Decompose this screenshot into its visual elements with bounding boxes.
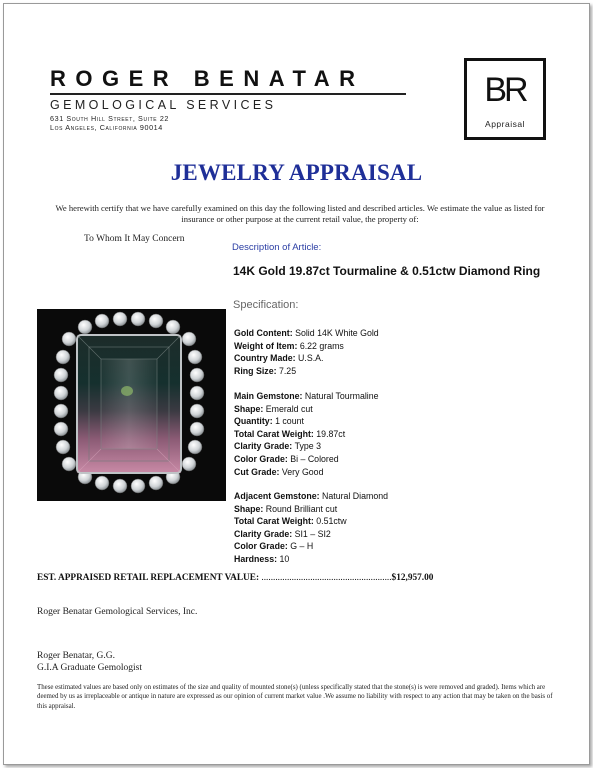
logo-label: Appraisal	[485, 119, 525, 129]
spec-row: Total Carat Weight: 19.87ct	[234, 428, 346, 439]
spec-row: Adjacent Gemstone: Natural Diamond	[234, 491, 389, 501]
signer-name: Roger Benatar, G.G.	[37, 651, 115, 661]
certification-text: We herewith certify that we have carefully examined on this day the following listed and described articles. We estimate the value as listed for insurance or other purpose at the current retail value, the property of:	[55, 203, 545, 224]
spec-row: Color Grade: Bi – Colored	[234, 453, 339, 464]
description-label: Description of Article:	[232, 242, 322, 253]
spec-row: Hardness: 10	[234, 553, 290, 564]
article-title: 14K Gold 19.87ct Tourmaline & 0.51ctw Diamond Ring	[233, 264, 541, 278]
spec-row: Cut Grade: Very Good	[234, 466, 324, 477]
value-amount: $12,957.00	[391, 573, 434, 583]
spec-row: Weight of Item: 6.22 grams	[234, 340, 344, 351]
document-title: JEWELRY APPRAISAL	[170, 160, 423, 185]
header-rule	[50, 93, 406, 95]
spec-row: Main Gemstone: Natural Tourmaline	[234, 391, 379, 401]
signer-title: G.I.A Graduate Gemologist	[37, 663, 143, 673]
spec-row: Quantity: 1 count	[234, 416, 304, 427]
spec-row: Total Carat Weight: 0.51ctw	[234, 516, 347, 527]
spec-row: Clarity Grade: Type 3	[234, 441, 322, 452]
company-subtitle: GEMOLOGICAL SERVICES	[50, 98, 277, 112]
spec-row: Gold Content: Solid 14K White Gold	[234, 328, 379, 338]
spec-row: Clarity Grade: SI1 – SI2	[234, 528, 331, 539]
company-name: ROGER BENATAR	[50, 66, 365, 91]
appraisal-logo	[464, 58, 546, 140]
spec-row: Shape: Round Brilliant cut	[234, 503, 338, 514]
spec-row: Ring Size: 7.25	[234, 365, 297, 376]
ring-photo	[37, 309, 226, 501]
address-line-1: 631 South Hill Street, Suite 22	[50, 114, 170, 123]
disclaimer-text: These estimated values are based only on estimates of the size and quality of mounted stone(s) (unless specifically stated that the stone(s) is were removed and graded). Items which are deemed by us as irreplaceable or antique in nature are expressed as our opinion of current market value .We assume no liability with respect to any action that may be taken on the basis of this appraisal.	[37, 684, 553, 710]
spec-group-main-gemstone	[234, 390, 379, 478]
spec-row: Color Grade: G – H	[234, 541, 314, 552]
specification-label: Specification:	[233, 299, 299, 311]
spec-row: Shape: Emerald cut	[234, 403, 313, 414]
spec-row: Country Made: U.S.A.	[234, 353, 324, 364]
value-leader-dots: ........................................................	[261, 573, 392, 583]
address-line-2: Los Angeles, California 90014	[50, 123, 163, 132]
spec-group-metal	[234, 327, 379, 377]
appraised-value	[37, 573, 433, 583]
signer-company: Roger Benatar Gemological Services, Inc.	[37, 607, 198, 617]
value-label: EST. APPRAISED RETAIL REPLACEMENT VALUE:	[37, 573, 260, 583]
recipient: To Whom It May Concern	[84, 234, 185, 244]
spec-group-adjacent-gemstone	[234, 490, 388, 566]
logo-mark: BR	[484, 71, 526, 109]
